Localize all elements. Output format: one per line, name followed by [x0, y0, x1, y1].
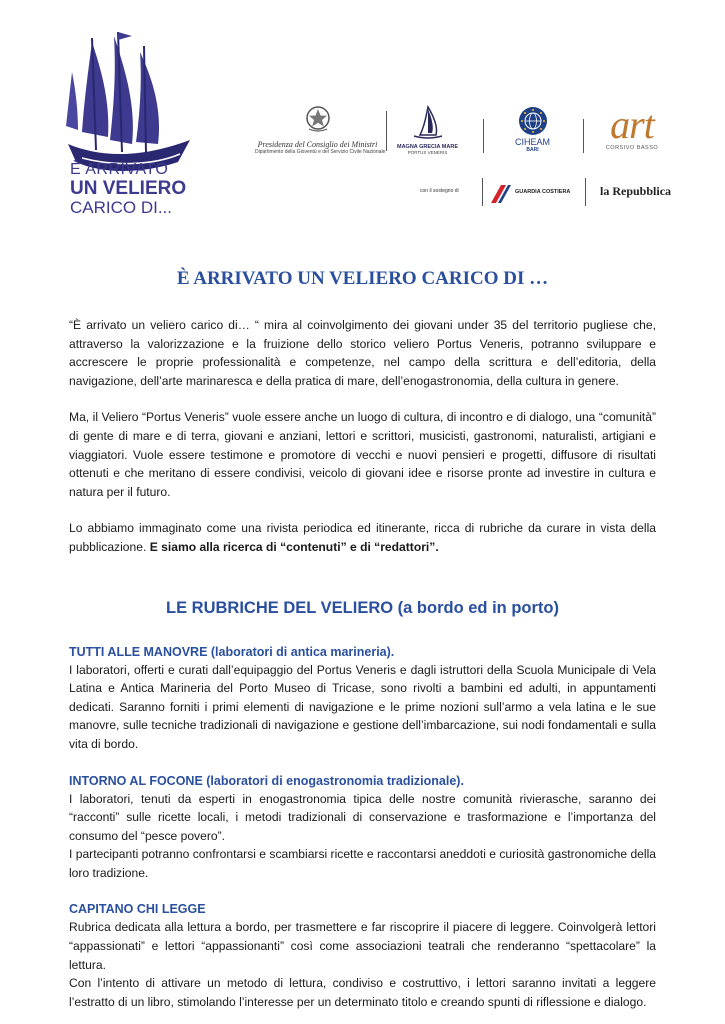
magna-sub: PORTUS VENERIS: [407, 150, 448, 155]
rubric-paragraph: I laboratori, tenuti da esperti in enogastronomia tipica delle nostre comunità rivierasche, saranno dei “racconti” sulle ricette locali, i metodi tradizionali di conservazione e trasformazione e l’importanza del consumo del “pesce povero”.: [69, 791, 656, 843]
magna-grecia-mare-logo: [390, 105, 465, 155]
coast-guard-stripe-icon: [487, 183, 515, 205]
partner-logos: [255, 102, 665, 165]
rubric-heading-capitano: CAPITANO CHI LEGGE: [69, 902, 206, 917]
support-label: con il sostegno di: [420, 188, 459, 194]
rubric-paragraph: I partecipanti potranno confrontarsi e scambiarsi ricette e raccontarsi aneddoti e curiosità gastronomiche della loro tradizione.: [69, 847, 656, 880]
page-title: È ARRIVATO UN VELIERO CARICO DI …: [176, 268, 549, 289]
italian-emblem-icon: [305, 105, 331, 133]
support-logos: [420, 178, 672, 208]
rubric-paragraph: I laboratori, offerti e curati dall’equipaggio del Portus Veneris e dagli istruttori della Scuola Municipale di Vela Latina e Antica Marineria del Porto Museo di Tricase, sono rivolti a bambini ed adulti, in appuntamenti dedicati. Saranno forniti i primi elementi di navigazione e le prime nozioni sull’armo a vela latina e le sue manovre, sulle tecniche tradizionali di navigazione e gestione dell’imbarcazione, sui nodi fondamentali e sulla vita di bordo.: [69, 662, 656, 751]
repubblica-logo: la Repubblica: [600, 184, 672, 198]
logo-wordmark: [70, 160, 200, 217]
sail-icon: [408, 105, 448, 139]
guardia-costiera-logo: [485, 180, 575, 206]
divider: [386, 111, 387, 151]
ciheam-name: CIHEAM: [514, 137, 550, 147]
government-department: Dipartimento della Gioventù e del Servizio Civile Nazionale: [255, 149, 386, 155]
divider: [585, 178, 586, 206]
page-header: [0, 0, 725, 230]
rubric-heading-focone: INTORNO AL FOCONE (laboratori di enogastronomia tradizionale).: [69, 773, 464, 788]
guardia-name: GUARDIA COSTIERA: [515, 189, 571, 195]
government-name: Presidenza del Consiglio dei Ministri: [257, 140, 378, 149]
ciheam-city: BARI: [526, 147, 539, 153]
call-to-action: E siamo alla ricerca di “contenuti” e di “redattori”.: [149, 539, 439, 554]
rubric-paragraph: Con l’intento di attivare un metodo di lettura, condiviso e costruttivo, i lettori saranno invitati a leggere l’estratto di un libro, stimolando l’interesse per un determinato titolo e creando spunti di riflessione e dialogo.: [69, 976, 656, 1009]
art-wordmark: art: [610, 102, 654, 147]
ciheam-logo: [510, 107, 555, 153]
globe-icon: [519, 107, 547, 135]
intro-paragraph-3: Lo abbiamo immaginato come una rivista periodica ed itinerante, ricca di rubriche da curare in vista della pubblicazione. E siamo alla ricerca di “contenuti” e di “redattori”.: [69, 521, 656, 554]
logo-line-2: UN VELIERO: [70, 178, 187, 199]
rubric-paragraph: Rubrica dedicata alla lettura a bordo, per trasmettere e far riscoprire il piacere di leggere. Coinvolgerà lettori “appassionati” e lettori “appassionanti” così come associazioni teatrali che renderanno “spettacolare” la lettura.: [69, 920, 656, 972]
government-logo: [255, 105, 386, 163]
section-title: LE RUBRICHE DEL VELIERO (a bordo ed in porto): [166, 598, 559, 617]
art-subtitle: CORSIVO BASSO: [605, 145, 659, 151]
intro-paragraph-1: “È arrivato un veliero carico di… “ mira al coinvolgimento dei giovani under 35 del territorio pugliese che, attraverso la valorizzazione e la fruizione dello storico veliero Portus Veneris, potranno sviluppare e accrescere le proprie professionalità e competenze, nel campo della scrittura e dell’editoria, della navigazione, dell’arte marinaresca e della pratica di mare, dell’enogastronomia, della cultura in genere.: [69, 318, 656, 388]
logo-line-1: È ARRIVATO: [70, 161, 169, 178]
divider: [583, 119, 584, 153]
divider: [483, 119, 484, 153]
magna-name: MAGNA GRECIA MARE: [396, 144, 458, 150]
rubric-heading-manovre: TUTTI ALLE MANOVRE (laboratori di antica marineria).: [69, 644, 395, 659]
document-body: [69, 316, 656, 1011]
divider: [482, 178, 483, 206]
logo-line-3: CARICO DI...: [70, 198, 173, 217]
intro-paragraph-2: Ma, il Veliero “Portus Veneris” vuole essere anche un luogo di cultura, di incontro e di dialogo, una “comunità” di gente di mare e di terra, giovani e anziani, lettori e scrittori, musicisti, gastronomi, naturalisti, artigiani e viaggiatori. Vuole essere testimone e promotore di vecchi e nuovi pensieri e progetti, diffusore di risultati ottenuti e che meritano di essere condivisi, veicolo di giovani idee e risorse pronte ad investire in cultura e natura per il futuro.: [69, 410, 656, 499]
art-logo: [601, 102, 663, 151]
